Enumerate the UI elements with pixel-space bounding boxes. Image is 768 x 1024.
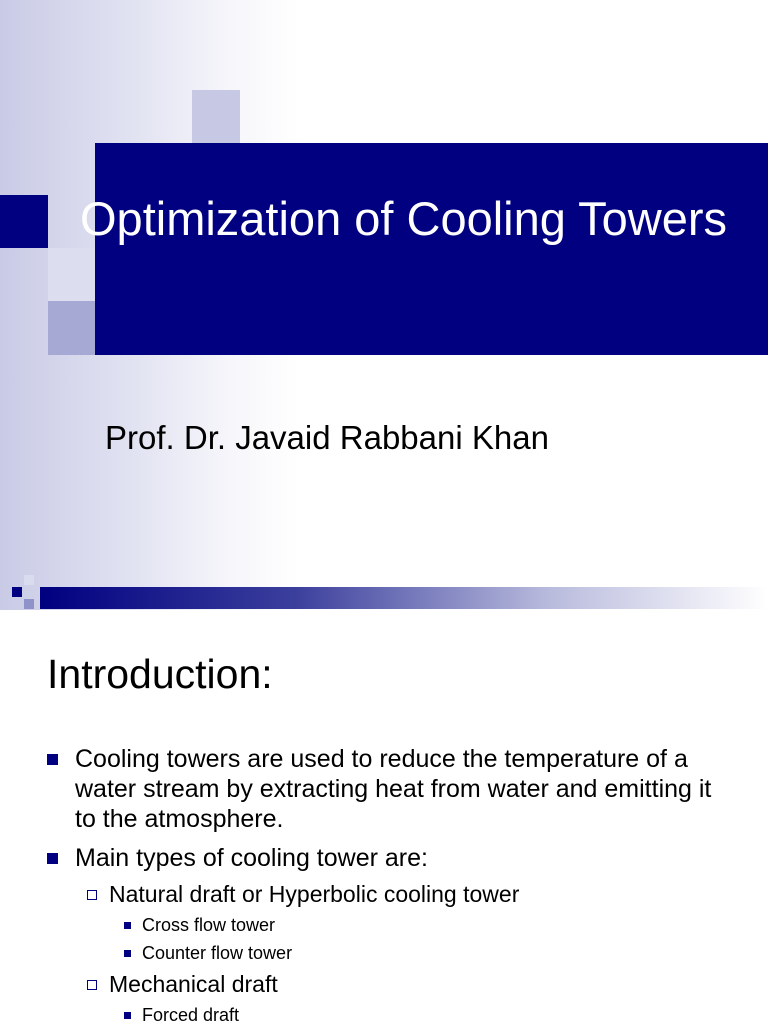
sub-sub-bullet-item <box>124 941 292 965</box>
decorative-square <box>192 90 240 143</box>
slide-heading: Introduction: <box>47 651 273 697</box>
sub-sub-bullet-item <box>124 1003 239 1024</box>
bullet-item <box>47 744 725 834</box>
decorative-square <box>12 587 22 597</box>
sub-bullet-item <box>87 880 519 908</box>
sub-sub-bullet-text: Counter flow tower <box>142 943 293 963</box>
hollow-square-bullet-icon <box>87 890 97 900</box>
introduction-slide <box>0 620 768 1024</box>
sub-bullet-item <box>87 970 278 998</box>
sub-sub-bullet-text: Cross flow tower <box>142 915 276 935</box>
bullet-text: Cooling towers are used to reduce the temperature of a water stream by extracting heat from water and emitting it to the atmosphere. <box>75 745 712 833</box>
author-name: Prof. Dr. Javaid Rabbani Khan <box>105 419 549 456</box>
bullet-text: Main types of cooling tower are: <box>75 844 428 872</box>
bullet-item <box>47 843 725 873</box>
small-square-bullet-icon <box>124 922 131 929</box>
sub-bullet-text: Mechanical draft <box>109 971 278 997</box>
sub-sub-bullet-item <box>124 913 275 937</box>
decorative-square <box>24 575 34 585</box>
sub-sub-bullet-text: Forced draft <box>142 1005 240 1024</box>
square-bullet-icon <box>47 853 58 864</box>
decorative-square <box>24 599 34 609</box>
gradient-divider <box>40 587 768 609</box>
decorative-square <box>48 301 96 355</box>
sub-bullet-text: Natural draft or Hyperbolic cooling tower <box>109 881 520 907</box>
small-square-bullet-icon <box>124 1012 131 1019</box>
hollow-square-bullet-icon <box>87 980 97 990</box>
decorative-square <box>48 248 96 301</box>
decorative-square <box>0 195 48 248</box>
square-bullet-icon <box>47 754 58 765</box>
slide-title: Optimization of Cooling Towers <box>80 192 727 245</box>
small-square-bullet-icon <box>124 950 131 957</box>
